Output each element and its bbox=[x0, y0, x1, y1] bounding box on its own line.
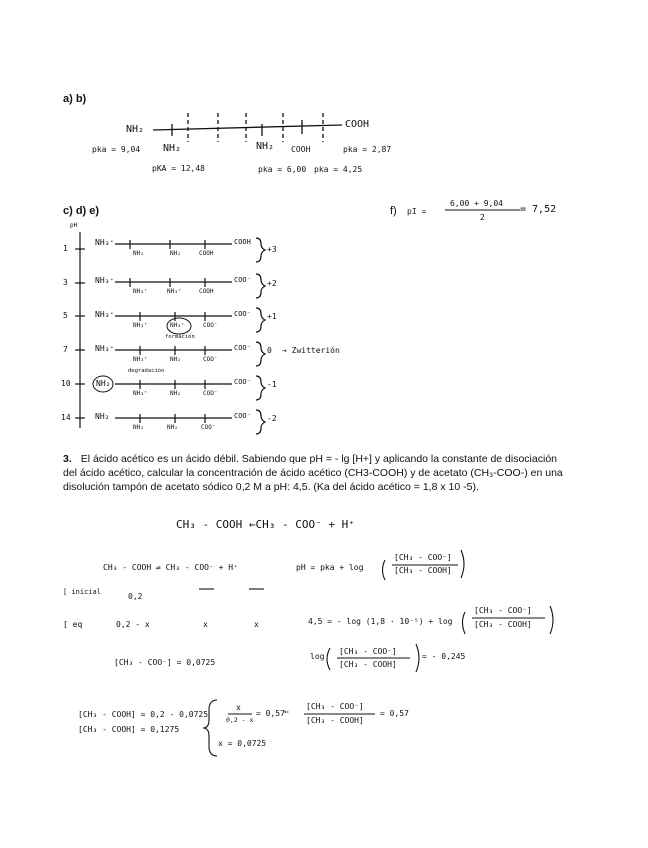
row5-g2: NH₂ bbox=[170, 390, 181, 397]
calc-step-2-log: log bbox=[310, 652, 325, 661]
calc-step-2-den: [CH₃ - COOH] bbox=[339, 660, 397, 669]
henderson-hasselbalch: pH = pka + log bbox=[296, 563, 364, 572]
frac-x: x bbox=[236, 703, 241, 712]
row6-g2: NH₂ bbox=[167, 424, 178, 431]
chain-left-group: NH₂ bbox=[126, 124, 145, 135]
ph-3: 3 bbox=[63, 278, 68, 287]
row4-left: NH₃⁺ bbox=[95, 344, 115, 353]
equilibrium-equation: CH₃ - COOH ⇌ CH₃ - COO⁻ + H⁺ bbox=[103, 563, 238, 572]
ph-7: 7 bbox=[63, 345, 68, 354]
calc-step-1-num: [CH₃ - COO⁻] bbox=[474, 606, 532, 615]
row6-g3: COO⁻ bbox=[201, 424, 216, 431]
degradacion-note: degradación bbox=[128, 368, 165, 374]
calc-step-1-den: [CH₃ - COOH] bbox=[474, 620, 532, 629]
ph-5: 5 bbox=[63, 311, 68, 320]
row1-g1: NH₂ bbox=[133, 250, 144, 257]
row2-g1: NH₃⁺ bbox=[133, 288, 148, 295]
problem-3 bbox=[63, 452, 573, 494]
pka-row2-2: pka = 6,00 bbox=[258, 165, 307, 174]
row6-left: NH₂ bbox=[95, 412, 110, 421]
row1-charge: +3 bbox=[267, 245, 277, 254]
inicial-value: 0,2 bbox=[128, 592, 143, 601]
row3-g1: NH₃⁺ bbox=[133, 322, 148, 329]
hh-denominator: [CH₃ - COOH] bbox=[394, 566, 452, 575]
row4-right: COO⁻ bbox=[234, 344, 251, 352]
reaction-line: CH₃ - COOH ←CH₃ - COO⁻ + H⁺ bbox=[176, 518, 355, 531]
nh2-mid: NH₂ bbox=[256, 141, 275, 152]
calc-step-1: 4,5 = - log (1,8 · 10⁻⁵) + log bbox=[308, 617, 453, 626]
row2-right: COO⁻ bbox=[234, 276, 251, 284]
row5-left: NH₂ bbox=[96, 379, 111, 388]
pi-result: = 7,52 bbox=[520, 204, 557, 215]
ph-14: 14 bbox=[61, 413, 71, 422]
x-result: x = 0,0725 bbox=[218, 739, 267, 748]
row3-g3: COO⁻ bbox=[203, 322, 218, 329]
row2-charge: +2 bbox=[267, 279, 277, 288]
chain-ab bbox=[153, 113, 342, 142]
pka-right: pka = 2,87 bbox=[343, 145, 392, 154]
row1-right: COOH bbox=[234, 238, 251, 246]
hh-numerator: [CH₃ - COO⁻] bbox=[394, 553, 452, 562]
row3-left: NH₃⁺ bbox=[95, 310, 115, 319]
pi-symbol: pI = bbox=[407, 207, 427, 216]
section-ab-label: a) b) bbox=[63, 93, 87, 105]
frac-arrow: ⇐ bbox=[284, 707, 289, 716]
row1-left: NH₃⁺ bbox=[95, 238, 115, 247]
problem-text: El ácido acético es un ácido débil. Sabiendo que pH = - lg [H+] y aplicando la constante de disociación del ácido acético, calcular la concentración de ácido acético (CH3-COOH) y de acetato (CH₃-COO-) en una disolución tampón de acetato sódico 0,2 M a pH: 4,5. (Ka del ácido acético = 1,8 x 10 -5). bbox=[63, 453, 563, 493]
row5-g3: COO⁻ bbox=[203, 390, 218, 397]
ph-axis bbox=[75, 232, 85, 428]
ph-axis-label: pH bbox=[70, 222, 78, 229]
row3-right: COO⁻ bbox=[234, 310, 251, 318]
charge-braces bbox=[256, 238, 265, 434]
row1-g2: NH₂ bbox=[170, 250, 181, 257]
row4-g3: COO⁻ bbox=[203, 356, 218, 363]
row5-g1: NH₃⁺ bbox=[133, 390, 148, 397]
row6-charge: -2 bbox=[267, 414, 277, 423]
frac-rhs-result: = 0,57 bbox=[380, 709, 409, 718]
row5-charge: -1 bbox=[267, 380, 277, 389]
pka-left: pka = 9,04 bbox=[92, 145, 141, 154]
frac-eq: = 0,57 bbox=[256, 709, 285, 718]
cooh-mid: COOH bbox=[291, 145, 311, 154]
pka-row2-1: pKA = 12,48 bbox=[152, 164, 205, 173]
row2-left: NH₃⁺ bbox=[95, 276, 115, 285]
row3-g2: NH₃⁺ bbox=[170, 322, 185, 329]
ph-10: 10 bbox=[61, 379, 71, 388]
row5-right: COO⁻ bbox=[234, 378, 251, 386]
eq-x2: x bbox=[254, 620, 259, 629]
acetate-result: [CH₃ - COO⁻] = 0,0725 bbox=[114, 658, 216, 667]
frac-den: 0,2 - x bbox=[226, 716, 254, 724]
row3-charge: +1 bbox=[267, 312, 277, 321]
section-cde-label: c) d) e) bbox=[63, 205, 100, 217]
row2-g2: NH₃⁺ bbox=[167, 288, 182, 295]
frac-rhs-num: [CH₃ - COO⁻] bbox=[306, 702, 364, 711]
row6-right: COO⁻ bbox=[234, 412, 251, 420]
problem-number: 3. bbox=[63, 453, 72, 465]
calc-step-2-result: = - 0,245 bbox=[422, 652, 466, 661]
pka-row2-3: pka = 4,25 bbox=[314, 165, 363, 174]
frac-rhs-den: [CH₃ - COOH] bbox=[306, 716, 364, 725]
eq-label: [ eq bbox=[63, 620, 83, 629]
eq-value: 0,2 - x bbox=[116, 620, 150, 629]
ph-1: 1 bbox=[63, 244, 68, 253]
calc-step-2-num: [CH₃ - COO⁻] bbox=[339, 647, 397, 656]
inicial-label: [ inicial bbox=[63, 588, 101, 596]
nh2-left: NH₂ bbox=[163, 143, 182, 154]
row6-g1: NH₂ bbox=[133, 424, 144, 431]
row4-charge: 0 bbox=[267, 346, 272, 355]
pi-denominator: 2 bbox=[480, 213, 485, 222]
chain-right-group: COOH bbox=[345, 119, 370, 130]
pi-numerator: 6,00 + 9,04 bbox=[450, 199, 503, 208]
eq-x1: x bbox=[203, 620, 208, 629]
zwitterion-note: → Zwitterión bbox=[282, 346, 340, 355]
formacion-note: formación bbox=[165, 334, 195, 340]
row4-g1: NH₃⁺ bbox=[133, 356, 148, 363]
acid-result: [CH₃ - COOH] = 0,1275 bbox=[78, 725, 180, 734]
row2-g3: COOH bbox=[199, 288, 214, 295]
row1-g3: COOH bbox=[199, 250, 214, 257]
section-f-label: f) bbox=[390, 205, 397, 217]
acid-calc: [CH₃ - COOH] = 0,2 - 0,0725 bbox=[78, 710, 209, 719]
row4-g2: NH₂ bbox=[170, 356, 181, 363]
